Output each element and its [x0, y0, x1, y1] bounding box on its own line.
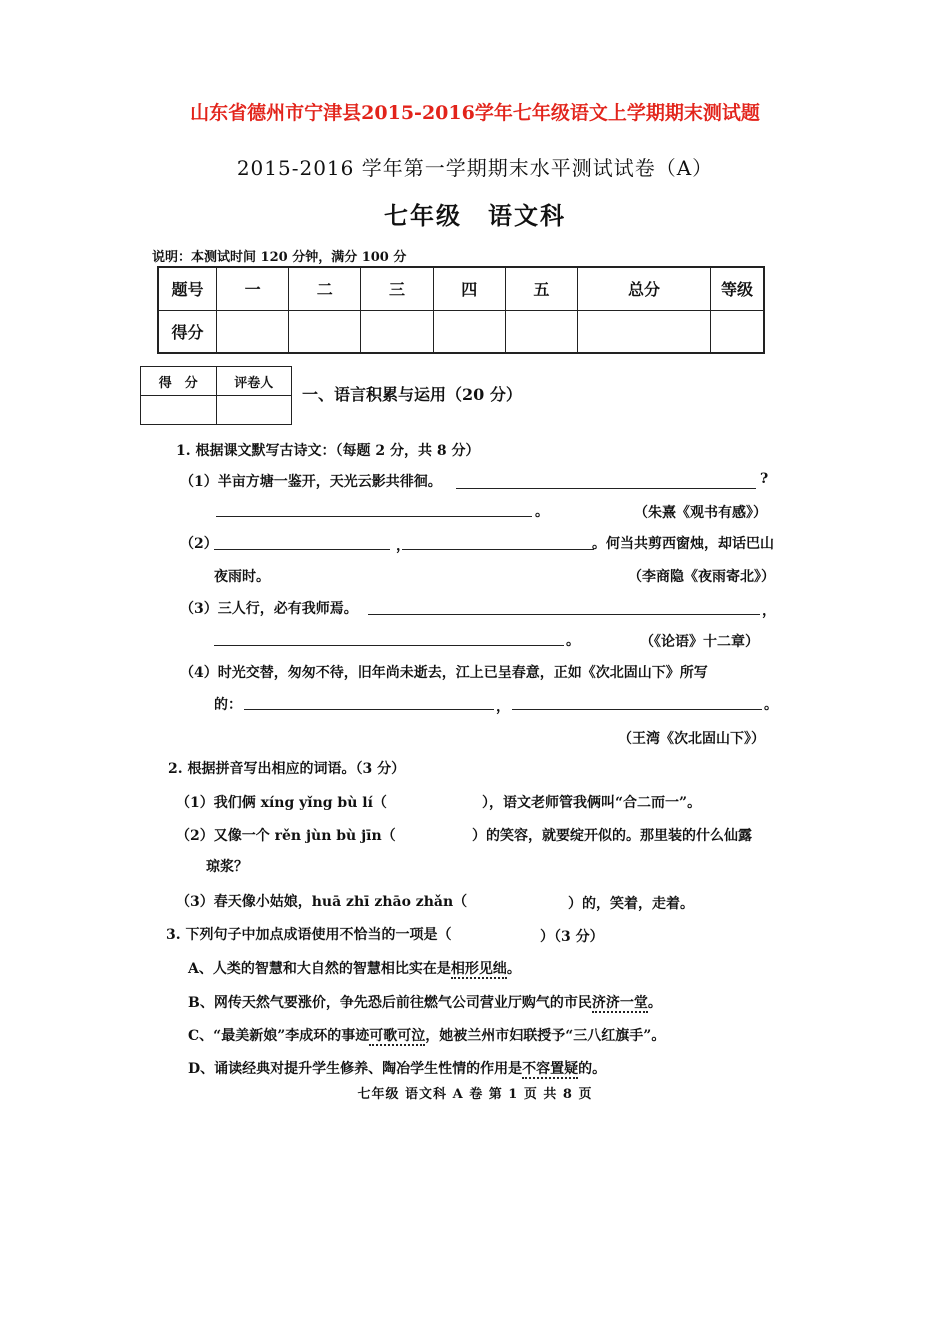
q1-part3-period: 。 — [566, 633, 580, 649]
q1-part3-source: （《论语》十二章） — [640, 634, 759, 650]
score-cell — [361, 310, 433, 353]
score-cell — [578, 310, 711, 353]
question-2-title: 2. 根据拼音写出相应的词语。（3 分） — [168, 761, 406, 777]
option-text: ，她被兰州市妇联授予“三八红旗手”。 — [425, 1028, 666, 1044]
answer-blank[interactable] — [402, 549, 594, 550]
question-3-title-suffix: ）（3 分） — [540, 929, 604, 945]
answer-blank[interactable] — [214, 645, 564, 646]
header-cell: 一 — [217, 267, 289, 310]
grader-cell — [216, 396, 292, 425]
q1-part3-text: （3）三人行，必有我师焉。 — [180, 601, 358, 617]
page-footer: 七年级 语文科 A 卷 第 1 页 共 8 页 — [357, 1087, 593, 1102]
question-3-title-prefix: 3. 下列句子中加点成语使用不恰当的一项是（ — [166, 927, 452, 943]
score-cell — [433, 310, 505, 353]
dotted-idiom: 相形见绌 — [450, 961, 507, 977]
score-table-header-row — [158, 267, 764, 310]
q1-part4-text: （4）时光交替，匆匆不待，旧年尚未逝去，江上已呈春意，正如《次北固山下》所写 — [180, 665, 708, 681]
option-text: B、网传天然气要涨价，争先恐后前往燃气公司营业厅购气的市民 — [188, 995, 592, 1011]
q2-s2-prefix: （2）又像一个 rěn jùn bù jīn（ — [176, 828, 396, 844]
q1-part1-source: （朱熹《观书有感》） — [634, 505, 767, 521]
q1-part4-comma: ， — [496, 699, 510, 715]
q3-option-b — [188, 992, 662, 1012]
header-cell: 二 — [289, 267, 361, 310]
score-cell — [141, 396, 217, 425]
header-cell: 题号 — [158, 267, 217, 310]
exam-note: 说明：本测试时间 120 分钟，满分 100 分 — [152, 250, 407, 265]
answer-blank[interactable] — [368, 614, 760, 615]
dotted-idiom: 济济一堂 — [591, 995, 648, 1011]
score-table — [157, 266, 765, 354]
header-cell: 等级 — [711, 267, 765, 310]
q2-s2-suffix: ）的笑容，就要绽开似的。那里装的什么仙露 — [472, 828, 752, 844]
dotted-idiom: 不容置疑 — [522, 1061, 579, 1077]
header-cell: 四 — [433, 267, 505, 310]
score-label: 得 分 — [141, 367, 217, 396]
grader-label: 评卷人 — [216, 367, 292, 396]
option-text: 。 — [506, 961, 521, 977]
score-cell — [505, 310, 577, 353]
q2-s3-prefix: （3）春天像小姑娘，huā zhī zhāo zhǎn（ — [176, 894, 468, 910]
q1-part4-source: （王湾《次北固山下》） — [618, 731, 765, 747]
q1-part3-comma: ， — [762, 603, 776, 619]
dotted-idiom: 可歌可泣 — [369, 1028, 426, 1044]
q2-s2-line2: 琼浆？ — [206, 859, 248, 875]
q1-part2-tail: 。何当共剪西窗烛，却话巴山 — [592, 536, 774, 552]
score-table-score-row — [158, 310, 764, 353]
header-cell: 五 — [505, 267, 577, 310]
option-text: 的。 — [578, 1061, 607, 1077]
q1-part1-period: 。 — [535, 504, 549, 520]
option-text: A、人类的智慧和大自然的智慧相比实在是 — [188, 961, 451, 977]
q1-part2-label: （2） — [180, 536, 218, 552]
grader-table — [140, 366, 292, 425]
option-text: 。 — [647, 995, 662, 1011]
answer-blank[interactable] — [512, 709, 762, 710]
row-label: 得分 — [158, 310, 217, 353]
answer-blank[interactable] — [214, 549, 390, 550]
question-1-title: 1. 根据课文默写古诗文：（每题 2 分，共 8 分） — [176, 443, 480, 459]
q3-option-a — [188, 958, 521, 978]
q1-part4-line2: 的： — [214, 697, 242, 713]
score-cell — [289, 310, 361, 353]
score-cell — [217, 310, 289, 353]
answer-blank[interactable] — [244, 709, 494, 710]
header-cell: 总分 — [578, 267, 711, 310]
q3-option-c — [188, 1025, 665, 1045]
q1-part1-text: （1）半亩方塘一鉴开，天光云影共徘徊。 — [180, 474, 442, 490]
answer-blank[interactable] — [216, 516, 532, 517]
q2-s3-suffix: ）的，笑着，走着。 — [568, 896, 694, 912]
q2-s1-prefix: （1）我们俩 xíng yǐng bù lí（ — [176, 795, 387, 811]
q1-part4-period: 。 — [764, 697, 778, 713]
option-text: C、“最美新娘”李成环的事迹 — [188, 1028, 370, 1044]
document-title: 山东省德州市宁津县2015-2016学年七年级语文上学期期末测试题 — [190, 102, 760, 124]
q1-part2-source: （李商隐《夜雨寄北》） — [628, 569, 775, 585]
q3-option-d — [188, 1058, 606, 1078]
q1-part2-line2: 夜雨时。 — [214, 569, 270, 585]
header-cell: 三 — [361, 267, 433, 310]
answer-blank[interactable] — [456, 488, 756, 489]
score-cell — [711, 310, 765, 353]
exam-title: 2015-2016 学年第一学期期末水平测试试卷（A） — [236, 156, 714, 180]
section-1-title: 一、语言积累与运用（20 分） — [302, 385, 522, 404]
q1-part2-comma: ， — [396, 538, 410, 554]
option-text: D、诵读经典对提升学生修养、陶冶学生性情的作用是 — [188, 1061, 523, 1077]
grade-subject: 七年级 语文科 — [384, 201, 566, 230]
q1-part1-end: ? — [760, 471, 769, 487]
q2-s1-suffix: ），语文老师管我俩叫“合二而一”。 — [482, 795, 702, 811]
